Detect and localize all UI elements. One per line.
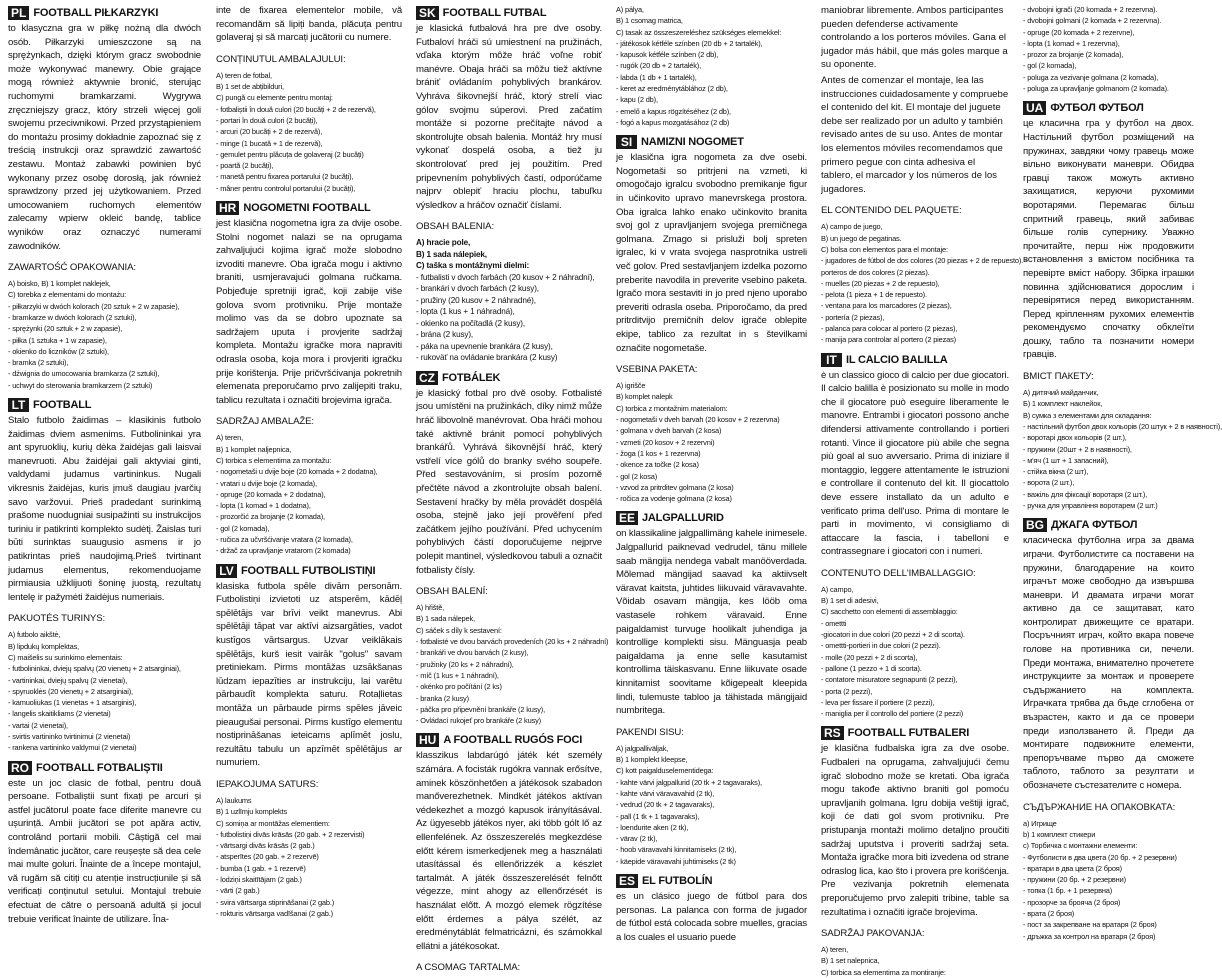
list-item: - opruge (20 komada + 2 rezervne),: [1023, 27, 1135, 37]
list-item: - bumba (1 gab. + 1 rezervē): [216, 863, 306, 873]
list-item: - branka (2 kusy): [416, 693, 469, 703]
contents-heading-hu: A CSOMAG TARTALMA:: [416, 962, 521, 974]
list-item: - sprężynki (20 sztuk + 2 w zapasie),: [8, 324, 123, 334]
list-item: В) сумка з елементами для складання:: [1023, 410, 1152, 420]
column-3: [408, 0, 609, 974]
language-badge-hu: HU: [416, 733, 439, 747]
section-title-pl: FOOTBALL PIŁKARZYKI: [33, 7, 159, 19]
list-item: A) hřiště,: [416, 603, 445, 613]
language-badge-lv: LV: [216, 564, 237, 578]
list-item: - žoga (1 kos + 1 rezervna): [616, 448, 701, 458]
list-item: - gemulet pentru plăcuța de golaveraj (2 bucăți): [216, 149, 364, 159]
list-item: - portari în două culori (2 bucăți),: [216, 115, 318, 125]
list-item: - dźwignia do umocowania bramkarza (2 sztuki),: [8, 369, 160, 379]
list-item: - ventana para los marcadores (2 piezas),: [821, 301, 952, 311]
contents-list-cz: [416, 602, 609, 726]
section-ee: [616, 511, 807, 867]
description-ua: це класична гра у футбол на двох. Настільний футбол розміщений на пружинах, завдяки чому гравець може вільно виконувати маневри. Обидва гравці також можуть активно захищатися, керуючи рухомими воротарями. Перемагає більш спритний гравець, який забиває більше голів супернику. Уважно прочитайте, перш ніж продовжити встановлення з вмістом посібника та перевірте вміст набору. Збірка іграшки повинна здійснюватися дорослим і перевірятися перед використанням. Перед кріпленням рухомих елементів рекомендуємо спочатку обклеїти дошку, табло та позначити номери гравців.: [1023, 118, 1194, 361]
list-item: - fogó a kapus mozgatásához (2 db): [616, 117, 730, 127]
list-item: - langelis skaitikliams (2 vienetai): [8, 709, 111, 719]
list-item: - lodziņi skaitītājam (2 gab.): [216, 875, 302, 885]
list-item: B) 1 csomag matrica,: [616, 16, 683, 26]
section-pl: [8, 6, 201, 391]
list-item: - spyruoklės (20 vienetų + 2 atsarginiai),: [8, 686, 133, 696]
list-item: - labda (1 db + 1 tartalék),: [616, 72, 697, 82]
list-item: - rukoväť na ovládanie brankára (2 kusy): [416, 353, 558, 363]
list-item: - minge (1 bucată + 1 de rezervă),: [216, 138, 323, 148]
list-item: - vartininkai, dviejų spalvų (2 vienetai),: [8, 675, 127, 685]
description-cz: je klasický fotbal pro dvě osoby. Fotbalisté jsou umístěni na pružinkách, díky nimž může hráč libovolně manévrovat. Oba hráči mohou také aktivně bránit pomocí pohyblivých brankářů. Vyhrává šikovnější hráč, který vstřelí více gólů do branky svého soupeře. Před sestavováním, si prosím pozorně přečtěte návod a zkontrolujte obsah balení. Sestavení hračky by měla provádět dospělá osoba, stejně jako její prověření před začátkem jejího používání. Před uchycením pohyblivých částí doporučujeme nejprve polepit mantinel, výsledkovou tabuli a označit fotbalisty čísly.: [416, 387, 602, 576]
list-item: C) torbica z montažnim materialom:: [616, 403, 728, 413]
list-item: - játékosok kétféle színben (20 db + 2 tartalék),: [616, 38, 763, 48]
list-item: - pelota (1 pieza + 1 de repuesto).: [821, 290, 927, 300]
section-title-ro: FOOTBALL FOTBALIȘTII: [36, 761, 163, 774]
description-ro-continued: inte de fixarea elementelor mobile, vă recomandăm să lipiți banda, plăcuța pentru golaveraj și să marcați jucătorii cu numere.: [216, 5, 402, 44]
description-es-continued: maniobrar libremente. Ambos participantes pueden defenderse activamente controlando a los porteros móviles. Gana el jugador más hábil, que más goles marque a su oponente.: [821, 5, 1008, 71]
section-rs: [821, 726, 1009, 978]
list-item: - pallone (1 pezzo + 1 di scorta).: [821, 663, 922, 673]
instructions-es: Antes de comenzar el montaje, lea las instrucciones cuidadosamente y compruebe el contenido del kit. El montaje del juguete debe ser realizado por un adulto y también revisado antes de su uso. Antes de montar los elementos móviles recomendamos que primero pegue con cinta adhesiva el tablero, el marcador y los números de los jugadores.: [821, 74, 1009, 195]
list-item: - páčka pro připevnění brankáře (2 kusy),: [416, 704, 546, 714]
list-item: C) sáček s díly k sestavení:: [416, 625, 502, 635]
contents-list-bg: [1023, 818, 1194, 942]
list-item: C) maišelis su surinkimo elementais:: [8, 652, 123, 662]
list-item: B) 1 set nalepnica,: [821, 956, 880, 966]
list-item: - piłkarzyki w dwóch kolorach (20 sztuk + 2 w zapasie),: [8, 301, 180, 311]
contents-heading-ro: CONȚINUTUL AMBALAJULUI:: [216, 53, 346, 65]
description-ro: este un joc clasic de fotbal, pentru două persoane. Fotbaliștii sunt fixați pe arcuri și astfel jucătorul poate face diferite manevre cu ușurință. Ambii jucători se pot apăra activ, controlând portarii mobili. Câștigă cel mai îndemânatic jucător, care reușește să dea cele mai multe goluri. Înainte de a începe montajul, vă rugăm să citiți cu atenție instrucțiunile și să verificați conținutul setului. Montajul trebuie efectuat de către o persoană adultă și jocul trebuie verificat înainte de utilizare. Îna-: [8, 777, 201, 925]
section-title-es: EL FUTBOLÍN: [642, 875, 713, 888]
description-ee: on klassikaline jalgpallimäng kahele inimesele. Jalgpallurid paiknevad vedrudel, tänu millele saab mängija nendega vabalt manööverdada. Mõlemad mängijad saavad ka aktiivselt väravat kaitsta, juhtides liikuvaid väravavahte. Võidab osavam mängija, kes lööb oma vastasele rohkem väravaid. Enne paigaldamist turvuge hoolikalt juhendiga ja kontrollige komplekti sisu. Mänguasja peab paigaldama ja enne selle kasutamist kontrollima täiskasvanu. Enne liikuvate osade kinnitamist soovitame kõigepealt kleepida lindi, tulemuste tabloo ja tähistada mängijaid numbritega.: [616, 528, 807, 717]
list-item: A) дитячий майданчик,: [1023, 388, 1099, 398]
list-item: - futbalisti v dvoch farbách (20 kusov + 2 náhradní),: [416, 272, 595, 282]
list-item: C) torbica sa elementima za montiranje:: [821, 967, 946, 977]
column-4: [608, 0, 813, 943]
list-item: - manetă pentru fixarea portarului (2 bucăți),: [216, 172, 354, 182]
language-badge-ee: EE: [616, 511, 638, 525]
section-title-bg: ДЖАГА ФУТБОЛ: [1051, 519, 1138, 532]
list-item: - bramkarze w dwóch kolorach (2 sztuki),: [8, 312, 137, 322]
contents-heading-hr: SADRŽAJ AMBALAŽE:: [216, 416, 314, 428]
description-hu: klasszikus labdarúgó játék két személy számára. A focisták rugókra vannak erősítve, aminek köszönhetően a játékosok szabadon manőverezhetnek. Mindkét játékos aktívan védekezhet a mozgó kapusok irányításával. Az ügyesebb játékos nyer, aki több gólt lő az ellenfelének. Az összeszerelés megkezdése előtt kérem ismerkedjenek meg a használati utasítással és ellenőrizzék a készlet tartalmát. A játék összeszerelését felnőtt végezze, mint ahogy az ellenőrzését is használat előtt. A mozgó elemek rögzítése előtt érdemes a pálya szélét, az eredménytáblát felmatricázni, és számokkal ellátni a játékosokat.: [416, 750, 602, 952]
list-item: - стійка вікна (2 шт),: [1023, 467, 1089, 477]
list-item: - mâner pentru controlul portarului (2 bucăți),: [216, 183, 356, 193]
list-item: - värav (2 tk),: [616, 834, 658, 844]
list-item: - ručica za učvršćivanje vratara (2 komada),: [216, 535, 353, 545]
list-item: - kamuoliukas (1 vienetas + 1 atsarginis),: [8, 698, 137, 708]
list-item: - míč (1 kus + 1 náhradní),: [416, 670, 499, 680]
contents-heading-lv: IEPAKOJUMA SATURS:: [216, 778, 319, 790]
list-item: - portería (2 piezas),: [821, 312, 885, 322]
list-item: - pružinky (20 ks + 2 náhradní),: [416, 659, 514, 669]
description-it: è un classico gioco di calcio per due giocatori. Il calcio balilla è posizionato su molle in modo che il giocatore può eseguire liberamente le manovre. Entrambi i giocatori possono anche difendersi attivamente controllando i portieri rotanti. Vince il giocatore più abile che segna più goal al suo avversario. Prima di iniziare il montaggio, leggere attentamente le istruzioni e controllare il contenuto del kit. Il giocattolo deve essere installato da un adulto e verificato prima dell'uso. Prima di montare le parti in movimento, vi consigliamo di attaccare la fascia, i tabelloni e contrassegnare i giocatori con i numeri.: [821, 369, 1009, 558]
section-ua: [1023, 101, 1222, 511]
list-item: - пружини (20 бр. + 2 резервни): [1023, 875, 1126, 885]
list-item: B) 1 komplet naljepnica,: [216, 444, 292, 454]
list-item: - vartai (2 vienetai),: [8, 720, 68, 730]
list-item: - futbolininkai, dviejų spalvų (20 vienetų + 2 atsarginiai),: [8, 664, 181, 674]
contents-heading-sk: OBSAH BALENIA:: [416, 221, 495, 233]
list-item: - arcuri (20 bucăți + 2 de rezervă),: [216, 127, 323, 137]
list-item: - vratari u dvije boje (2 komada),: [216, 478, 317, 488]
list-item: - käepide väravavahi juhtimiseks (2 tk): [616, 856, 736, 866]
list-item: - врата (2 броя): [1023, 908, 1075, 918]
list-item: - manija para controlar al portero (2 piezas): [821, 335, 956, 345]
list-item: - vzmeti (20 kosov + 2 rezervni): [616, 437, 715, 447]
list-item: - okence za točke (2 kosa): [616, 460, 699, 470]
section-lt: [8, 398, 201, 754]
list-item: - muelles (20 piezas + 2 de repuesto),: [821, 278, 940, 288]
list-item: - Футболисти в два цвета (20 бр. + 2 резервни): [1023, 852, 1177, 862]
contents-list-rs-continued: [1023, 4, 1194, 94]
list-item: - emelő a kapus rögzítéséhez (2 db),: [616, 106, 731, 116]
list-item: - piłka (1 sztuka + 1 w zapasie),: [8, 335, 107, 345]
section-si: [616, 135, 807, 504]
section-title-cz: FOTBÁLEK: [442, 371, 501, 384]
contents-list-hr: [216, 432, 402, 556]
list-item: C) tasak az összeszereléshez szükséges elemekkel:: [616, 27, 782, 37]
list-item: - poartă (2 bucăți),: [216, 161, 274, 171]
list-item: - пост за закрепване на вратаря (2 броя): [1023, 920, 1157, 930]
list-item: - leva per fissare il portiere (2 pezzi),: [821, 697, 935, 707]
section-title-si: NAMIZNI NOGOMET: [641, 136, 744, 149]
list-item: - brankári v dvoch farbách (2 kusy),: [416, 284, 539, 294]
list-item: - golmana v dveh barvah (2 kosa): [616, 426, 722, 436]
list-item: B) 1 sada nálepek,: [416, 614, 475, 624]
list-item: - bramka (2 sztuki),: [8, 358, 69, 368]
contents-list-hu: [616, 4, 807, 128]
list-item: -giocatori in due colori (20 pezzi + 2 di scorta).: [821, 630, 965, 640]
section-ro-continued: [216, 4, 402, 194]
description-lt: Stalo futbolo žaidimas – klasikinis futbolo žaidimas dviem asmenims. Futbolininkai yra ant spyruoklių, kurių dėka žaidėjas gali laisvai manevruoti. Abu žaidėjai gali aktyviai ginti, valdydami judamus vartininkus. Nugali vikresnis žaidėjas, kuris įmuš daugiau įvarčių savo varžovui. Prieš pradedant surinkimą prašome nuodugniai susipažinti su instrukcijos turiniu ir patikrinti komplekto sudėtį. Žaislas turi būti surinktas suaugusio asmens ir jo patikrintas prieš naudojimą.Prieš tvirtinant judamus elementus, rekomenduojame pirmiausia užklijuoti šoninę juostą, rezultatų lentelę ir pažymėti žaidėjus numeriais.: [8, 415, 201, 603]
list-item: A) campo de juego,: [821, 222, 883, 232]
list-item: A) teren,: [216, 433, 243, 443]
list-item: C) torbica s elementima za montažu:: [216, 455, 332, 465]
list-item: - fotbalisté ve dvou barvách provedeních (20 ks + 2 náhradní): [416, 637, 609, 647]
list-item: A) pálya,: [616, 5, 644, 14]
section-lv: [216, 564, 402, 920]
section-cz: [416, 370, 609, 727]
list-item: - poluga za upravljanje golmanom (2 komada).: [1023, 84, 1169, 94]
list-item: - топка (1 бр. + 1 резервна): [1023, 886, 1113, 896]
description-es: es un clásico juego de fútbol para dos personas. La palanca con forma de jugador de fútbol está colocada sobre muelles, gracias a los cuales el usuario puede: [616, 891, 807, 943]
list-item: - omettti: [821, 618, 847, 628]
list-item: - prozor za brojanje (2 komada),: [1023, 50, 1124, 60]
contents-list-ee: [616, 743, 807, 867]
contents-list-it: [821, 584, 1009, 720]
section-es: [616, 874, 807, 944]
contents-heading-cz: OBSAH BALENÍ:: [416, 586, 488, 598]
language-badge-ua: UA: [1023, 101, 1046, 115]
list-item: - porta (2 pezzi),: [821, 686, 873, 696]
list-item: - poluga za vezivanje golmana (2 komada),: [1023, 72, 1159, 82]
column-5: [813, 0, 1028, 977]
column-1: [0, 0, 207, 925]
list-item: - okienko do liczników (2 sztuki),: [8, 346, 109, 356]
section-title-hr: NOGOMETNI FOOTBALL: [243, 202, 371, 215]
list-item: - prozorčić za brojanje (2 komada),: [216, 512, 325, 522]
list-item: - kapusok kétféle színben (2 db),: [616, 50, 719, 60]
list-item: - прозорче за брояча (2 броя): [1023, 897, 1121, 907]
list-item: а) Игрище: [1023, 818, 1057, 828]
list-item: - vārti (2 gab.): [216, 886, 260, 896]
list-item: - jugadores de fútbol de dos colores (20 piezas + 2 de repuesto). -: [821, 256, 1028, 266]
language-badge-sk: SK: [416, 6, 439, 20]
list-item: - gol (2 kosa): [616, 471, 658, 481]
list-item: B) 1 uzlīmju komplekts: [216, 807, 288, 817]
language-badge-cz: CZ: [416, 371, 438, 385]
list-item: - okénko pro počítání (2 ks): [416, 682, 502, 692]
contents-list-lt: [8, 629, 201, 753]
list-item: - rokturis vārtsarga vadīšanai (2 gab.): [216, 908, 333, 918]
list-item: - dvobojni golmani (2 komada + 2 rezervna).: [1023, 16, 1162, 26]
list-item: A) laukums: [216, 795, 252, 805]
list-item: - atsperītes (20 gab. + 2 rezervē): [216, 852, 319, 862]
list-item: - ročica za vodenje golmana (2 kosa): [616, 494, 732, 504]
list-item: - важіль для фіксації воротаря (2 шт.),: [1023, 489, 1148, 499]
language-badge-si: SI: [616, 135, 637, 149]
section-title-rs: FOOTBALL FUTBALERI: [847, 727, 970, 740]
column-6: [1015, 0, 1222, 941]
contents-heading-ee: PAKENDI SISU:: [616, 726, 684, 738]
description-sk: je klasická futbalová hra pre dve osoby. Futbaloví hráči sú umiestnení na pružinách, vďaka ktorým môže hráč voľne robiť manévre. Obaja hráči sa môžu tiež aktívne brániť ovládaním pohyblivých brankárov. Vyhráva šikovnejší hráč, ktorý strelí viac gólov svojmu súperovi. Pred začatím montáže si pozorne prečítajte návod a skontrolujte obsah balenia. Montáž hry musí vykonať dospelá osoba, a tiež ju skontrolovať pred jej použitím. Pred pripevnením pohyblivých častí, odporúčame najprv oblepiť hraciu plochu, tabuľku výsledkov a hráčov označiť číslami.: [416, 23, 602, 211]
description-pl: to klasyczna gra w piłkę nożną dla dwóch osób. Piłkarzyki umieszczone są na sprężynkach, dzięki którym gracz swobodnie może wykonywać manewry. Obie grające mogą również aktywnie bronić, sterując ruchomymi bramkarzami. Wygrywa zręczniejszy gracz, który strzeli więcej goli swojemu przeciwnikowi. Przed przystąpieniem do montażu prosimy dokładnie zapoznać się z treścią instrukcji oraz sprawdzić zawartość zestawu. Montaż zabawki powinien być wykonany przez osobę dorosłą, jak również sprawdzony przed jej użytkowaniem. Przed umocowaniem ruchomych elementów zalecamy wpierw okleić bandę, tablice wyników oraz oznaczyć numerami zawodników.: [8, 23, 201, 252]
list-item: A) jalgpalliväljak,: [616, 743, 669, 753]
list-item: - loendurite aken (2 tk),: [616, 822, 689, 832]
section-title-lv: FOOTBALL FUTBOLISTIŅI: [241, 564, 376, 577]
description-si: je klasična igra nogometa za dve osebi. Nogometaši so pritrjeni na vzmeti, ki omogočajo igralcu svobodno premikanje figur in učinkovito upravo manevrskega prostora. Oba igralca lahko enako učinkovito branita svoj gol z upravljanjem svojega premičnega golmana. Zmago si prisluži bolj spreten igralec, ki v vrata svojega nasprotnika ustreli več golov. Pred sestavljanjem izdelka pozorno preberite navodila in preverite vsebino paketa. Igračo mora sestaviti in jo pred njeno uporabo preveriti odrasla oseba. Priporočamo, da pred pritrditvijo premičnih delov igrače oblepite ekipe, tablico za rezultat in s številkami označite nogometaše.: [616, 152, 807, 354]
list-item: C) pungă cu elemente pentru montaj:: [216, 93, 333, 103]
list-item: A) teren de fotbal,: [216, 70, 272, 80]
list-item: b) 1 комплект стикери: [1023, 829, 1096, 839]
section-es-continued: [821, 4, 1028, 346]
section-title-ee: JALGPALLURID: [642, 512, 724, 525]
contents-list-pl: [8, 278, 201, 391]
contents-heading-rs: SADRŽAJ PAKOVANJA:: [821, 928, 925, 940]
column-2: [208, 0, 408, 918]
language-badge-rs: RS: [821, 726, 844, 740]
list-item: - вратари в два цвета (2 броя): [1023, 863, 1122, 873]
list-item: - držač za upravljanje vratarom (2 komada): [216, 546, 351, 556]
list-item: - futbolistiņi divās krāsās (20 gab. + 2 rezervisti): [216, 829, 365, 839]
list-item: - brána (2 kusy),: [416, 330, 474, 340]
list-item: - contatore misuratore segnapunti (2 pezzi),: [821, 675, 958, 685]
list-item: - lopta (1 komad + 1 rezervna),: [1023, 38, 1120, 48]
list-item: B) 1 set di adesivi,: [821, 596, 879, 606]
language-badge-it: IT: [821, 353, 842, 367]
language-badge-hr: HR: [216, 201, 239, 215]
language-badge-lt: LT: [8, 398, 29, 412]
section-title-hu: A FOOTBALL RUGÓS FOCI: [443, 734, 583, 747]
section-title-it: IL CALCIO BALILLA: [846, 353, 948, 366]
list-item: B) 1 sada nálepiek,: [416, 249, 487, 259]
section-hu: [416, 733, 602, 974]
list-item: - vedrud (20 tk + 2 tagavaraks),: [616, 800, 715, 810]
list-item: - molle (20 pezzi + 2 di scorta),: [821, 652, 918, 662]
list-item: - vzvod za pritrditev golmana (2 kosa): [616, 482, 734, 492]
section-hu-continued: [616, 4, 807, 128]
list-item: c) Торбичка с монтажни елементи:: [1023, 841, 1138, 851]
list-item: A) futbolo aikštė,: [8, 630, 61, 640]
section-it: [821, 353, 1009, 720]
list-item: - gol (2 komada),: [216, 523, 270, 533]
list-item: C) somiņa ar montāžas elementiem:: [216, 818, 330, 828]
contents-heading-si: VSEBINA PAKETA:: [616, 364, 698, 376]
contents-list-es: [821, 221, 1028, 345]
list-item: - brankáři ve dvou barvách (2 kusy),: [416, 648, 529, 658]
list-item: - дръжка за контрол на вратаря (2 броя): [1023, 931, 1156, 941]
list-item: - rugók (20 db + 2 tartalék),: [616, 61, 701, 71]
list-item: C) sacchetto con elementi di assemblaggio:: [821, 607, 958, 617]
list-item: - opruge (20 komada + 2 dodatna),: [216, 489, 326, 499]
contents-list-si: [616, 380, 807, 504]
description-bg: класическа футболна игра за двама играчи. Футболистите са поставени на пружини, благодарение на които играчът може свободно да извършва маневри. И двамата играчи могат активно да се защитават, като контролират движещите се вратари. Посръчният играч, който вкара повече голове на противника си, печели. Преди монтажа, внимателно прочетете инструкциите за монтаж и проверете съдържанието на комплекта. Играчката трябва да бъде сглобена от възрастен, както и да се провери преди използването й. Преди да монтирате подвижните елементи, препоръчваме първо да сможете таблото, таблото за резултати и обозначете състезателите с номера.: [1023, 535, 1194, 792]
list-item: - keret az eredménytáblához (2 db),: [616, 84, 728, 94]
list-item: - svirtis vartininko tvirtinimui (2 vienetai): [8, 732, 131, 742]
list-item: - páka na upevnenie brankára (2 kusy),: [416, 341, 553, 351]
section-sk: [416, 6, 602, 364]
list-item: - hoob väravavahi kinnitamiseks (2 tk),: [616, 845, 737, 855]
language-badge-pl: PL: [8, 6, 29, 20]
list-item: - nogometaši u dvije boje (20 komada + 2 dodatna),: [216, 467, 378, 477]
description-lv: klasiska futbola spēle divām personām. Futbolistiņi izvietoti uz atsperēm, kādēļ spēlētājs var brīvi veikt manevrus. Abi spēlētāji tāpat var aktīvi aizsargāties, vadot kustīgos vārtsargus. Uzvar veiklākais spēlētājs, kurš iesit vairāk "golus" savam pretiniekam. Pirms montāžas uzsākšanas lūdzam iepazīties ar instrukciju, lai varētu pārbaudīt komplekta saturu. Rotaļlietas montāža un pārbaude pirms spēles jāveic pieaugušai personai. Pirms kustīgo elementu nostiprināšanas ieteicams aplīmēt joslu, rezultātu tabulu un apzīmēt spēlētājus ar numuriem.: [216, 580, 402, 769]
list-item: - nogometaši v dveh barvah (20 kosov + 2 rezervna): [616, 415, 780, 425]
list-item: - ворота (2 шт.),: [1023, 478, 1075, 488]
list-item: - uchwyt do sterowania bramkarzem (2 sztuki): [8, 380, 153, 390]
contents-heading-ua: ВМІСТ ПАКЕТУ:: [1023, 371, 1094, 383]
list-item: A) campo,: [821, 584, 854, 594]
section-title-sk: FOOTBALL FUTBAL: [442, 7, 547, 19]
list-item: B) 1 komplekt kleepse,: [616, 755, 688, 765]
list-item: - kahte värvi jalgpallurid (20 tk + 2 tagavaraks),: [616, 777, 762, 787]
list-item: - omettti-portieri in due colori (2 pezzi).: [821, 641, 941, 651]
section-title-lt: FOOTBALL: [33, 399, 92, 412]
list-item: - svira vārtsarga stiprināšanai (2 gab.): [216, 897, 335, 907]
list-item: A) igrišče: [616, 381, 646, 391]
list-item: - пружини (20шт + 2 в наявності),: [1023, 444, 1132, 454]
section-ro: [8, 761, 201, 927]
section-bg: [1023, 518, 1194, 942]
list-item: - lopta (1 komad + 1 dodatna),: [216, 501, 311, 511]
list-item: B) lipdukų komplektas,: [8, 641, 80, 651]
list-item: - Ovládací rukojeť pro brankáře (2 kusy): [416, 716, 541, 726]
contents-list-ua: [1023, 387, 1222, 511]
list-item: - lopta (1 kus + 1 náhradná),: [416, 307, 515, 317]
list-item: - ручка для управління воротарем (2 шт.): [1023, 501, 1158, 511]
list-item: - pall (1 tk + 1 tagavaraks),: [616, 811, 700, 821]
list-item: - palanca para colocar al portero (2 piezas),: [821, 323, 958, 333]
list-item: A) teren,: [821, 945, 848, 955]
list-item: C) taška s montážnymi dielmi:: [416, 261, 530, 271]
contents-list-ro: [216, 70, 402, 194]
contents-heading-bg: СЪДЪРЖАНИЕ НА ОПАКОВКАТА:: [1023, 801, 1176, 813]
list-item: - vārtsargi divās krāsās (2 gab.): [216, 841, 315, 851]
contents-list-lv: [216, 795, 402, 919]
list-item: B) komplet nalepk: [616, 392, 673, 402]
contents-heading-it: CONTENUTO DELL'IMBALLAGGIO:: [821, 567, 976, 579]
list-item: - dvobojni igrači (20 komada + 2 rezervna).: [1023, 5, 1158, 14]
list-item: - kapu (2 db),: [616, 95, 658, 105]
description-hr: jest klasična nogometna igra za dvije osobe. Stolni nogomet nalazi se na oprugama zahvaljujući kojima igrač može slobodno izvoditi manevre. Oba igrača mogu i aktivno braniti, usmjeravajući golmana ručkama. Pobjeđuje spretniji igrač, koji zabije više golova svom protivniku. Prije montaže molimo vas da se dobro upoznate sa sadržajem uputa i provjerite sadržaj kompleta. Montažu igračke mora napraviti odrasla osoba, koja mora i provjeriti igračku prije korištenja. Prije pričvršćivanja pokretnih elemenata preporučamo prvo zalijepiti traku, tablicu rezultata i označiti brojevima igrača.: [216, 218, 402, 406]
contents-heading-pl: ZAWARTOŚĆ OPAKOWANIA:: [8, 262, 136, 274]
list-item: - rankena vartininko valdymui (2 vienetai): [8, 743, 137, 753]
contents-heading-lt: PAKUOTĖS TURINYS:: [8, 613, 106, 625]
list-item: C) kott paigalduselementidega:: [616, 766, 714, 776]
contents-list-rs: [821, 944, 1009, 978]
section-title-ua: ФУТБОЛ ФУТБОЛ: [1050, 102, 1144, 115]
list-item: porteros de dos colores (2 piezas).: [821, 267, 930, 277]
list-item: B) 1 set de abțibilduri,: [216, 82, 284, 92]
contents-list-sk: [416, 237, 602, 364]
language-badge-bg: BG: [1023, 518, 1047, 532]
description-rs: je klasična fudbalska igra za dve osobe. Fudbaleri na oprugama, zahvaljujući čemu igrač slobodno može se kretati. Oba igrača mogu takođe aktivno braniti gol pomoću upravljanih golmana. Igru dobija veštiji igrač, koji će dati gol svom protivniku. Pre pristupanja montaži molimo detaljno proučiti sadržaj uputstva i proveriti sadržaj seta. Montaža igračke mora biti izvedena od strane odraslog lica, kao što i provera pre korišćenja. Pre vezivanja pokretnih elemenata preporučujemo prvo zalepiti tribine, table sa rezultatima i označiti igrače brojevima.: [821, 743, 1009, 918]
list-item: - okienko na počítadlá (2 kusy),: [416, 318, 525, 328]
list-item: B) un juego de pegatinas.: [821, 233, 902, 243]
list-item: Б) 1 комплект наклейок,: [1023, 399, 1103, 409]
list-item: - gol (2 komada),: [1023, 61, 1077, 71]
list-item: - fotbaliștii în două culori (20 bucăți + 2 de rezervă),: [216, 104, 376, 114]
list-item: - maniglia per il controllo del portiere (2 pezzi): [821, 709, 964, 719]
list-item: A) hracie pole,: [416, 238, 471, 248]
list-item: - kahte värvi väravavahid (2 tk),: [616, 788, 715, 798]
language-badge-es: ES: [616, 874, 638, 888]
section-rs-continued: [1023, 4, 1194, 94]
list-item: - воротарі двох кольорів (2 шт.),: [1023, 433, 1127, 443]
language-badge-ro: RO: [8, 761, 32, 775]
section-hr: [216, 201, 402, 557]
list-item: - pružiny (20 kusov + 2 náhradné),: [416, 295, 536, 305]
list-item: C) bolsa con elementos para el montaje:: [821, 244, 948, 254]
contents-heading-es: EL CONTENIDO DEL PAQUETE:: [821, 205, 962, 217]
list-item: - настільний футбол двох кольорів (20 штук + 2 в наявності),: [1023, 421, 1222, 431]
list-item: A) boisko, B) 1 komplet naklejek,: [8, 279, 111, 289]
list-item: C) torebka z elementami do montażu:: [8, 290, 126, 300]
list-item: - м'яч (1 шт + 1 запасний),: [1023, 455, 1109, 465]
